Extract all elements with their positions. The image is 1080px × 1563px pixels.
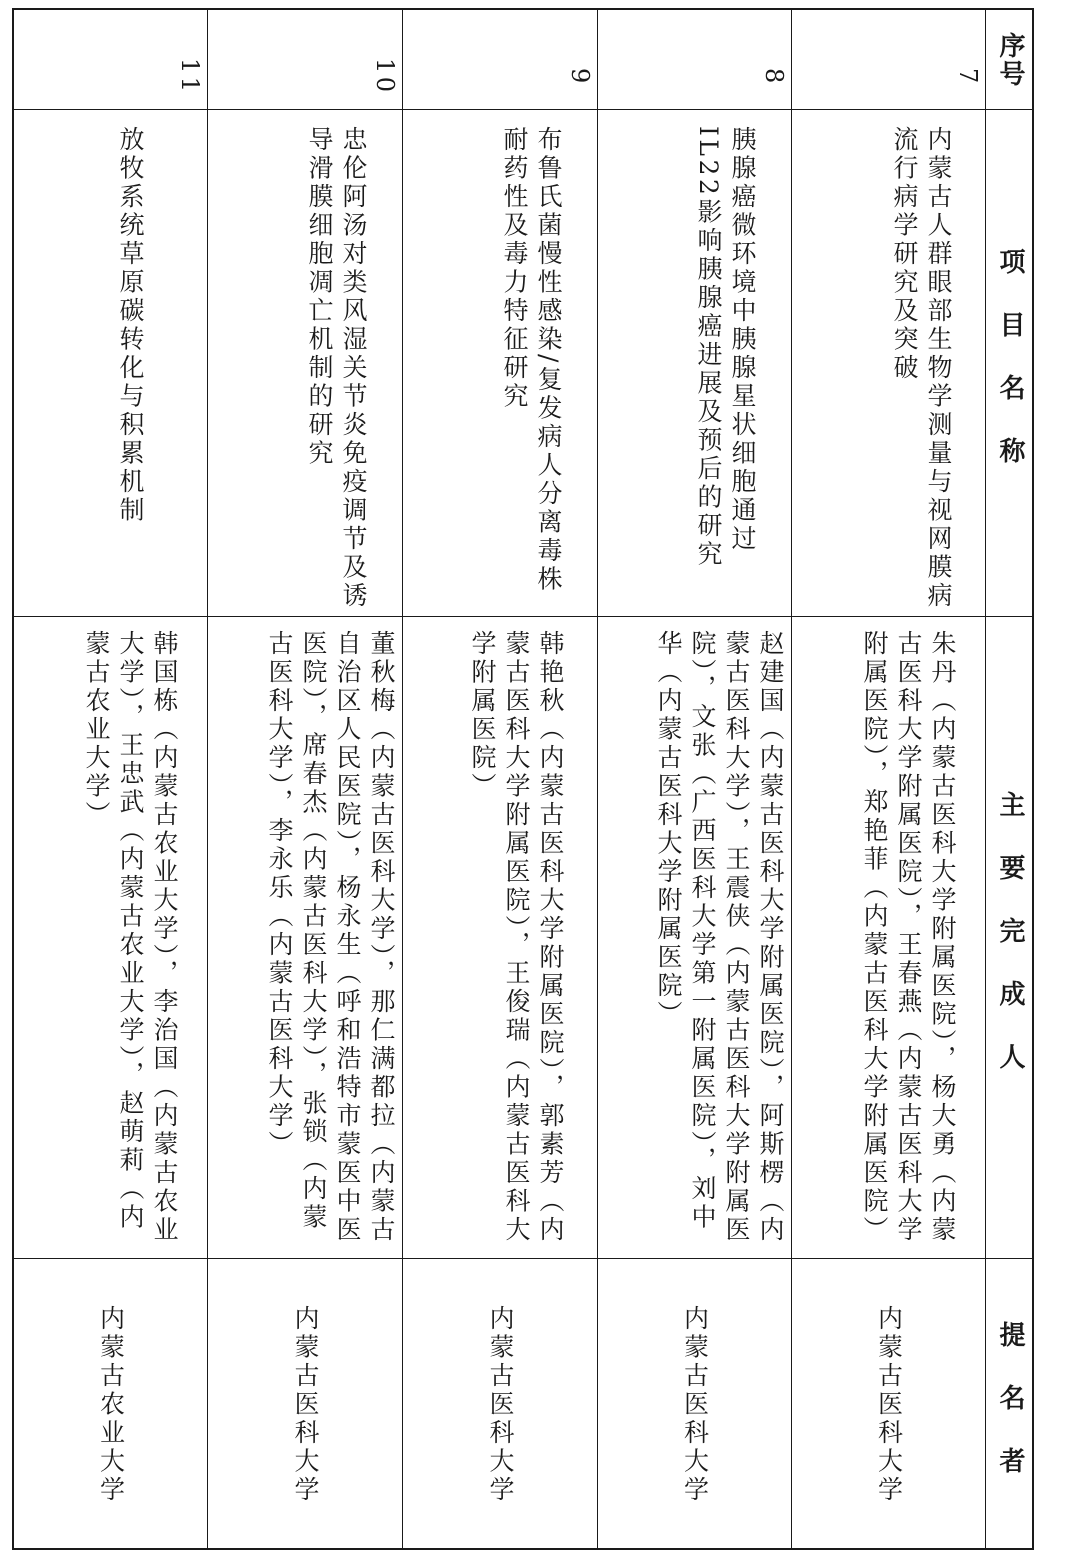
project-name: 布鲁氏菌慢性感染/复发病人分离毒株耐药性及毒力特征研究 bbox=[500, 126, 563, 594]
row-number: 7 bbox=[954, 67, 982, 87]
project-name: 胰腺癌微环境中胰腺星状细胞通过IL22影响胰腺癌进展及预后的研究 bbox=[694, 126, 757, 569]
main-contributors: 韩艳秋（内蒙古医科大学附属医院），郭素芳（内蒙古医科大学附属医院），王俊瑞（内蒙古医科大学附属医院） bbox=[468, 630, 565, 1245]
main-contributors: 董秋梅（内蒙古医科大学），那仁满都拉（内蒙古自治区人民医院），杨永生（呼和浩特市蒙医中医医院），席春杰（内蒙古医科大学），张锁（内蒙古医科大学），李永乐（内蒙古医科大学） bbox=[265, 630, 396, 1245]
row-number: 9 bbox=[566, 67, 594, 87]
nominator: 内蒙古农业大学 bbox=[96, 1304, 126, 1505]
main-contributors: 韩国栋（内蒙古农业大学），李治国（内蒙古农业大学），王忠武（内蒙古农业大学），赵萌莉（内蒙古农业大学） bbox=[82, 630, 179, 1245]
field-divider bbox=[14, 109, 1032, 110]
header-main-contributors: 主 要 完 成 人 bbox=[995, 791, 1025, 1084]
main-contributors: 朱丹（内蒙古医科大学附属医院），杨大勇（内蒙古医科大学附属医院），王春燕（内蒙古医科大学附属医院），郑艳菲（内蒙古医科大学附属医院） bbox=[860, 630, 957, 1245]
nominator: 内蒙古医科大学 bbox=[486, 1304, 515, 1505]
row-number: 11 bbox=[176, 58, 204, 96]
field-divider bbox=[14, 616, 1032, 617]
row-number: 8 bbox=[760, 67, 788, 87]
project-name: 放牧系统草原碳转化与积累机制 bbox=[116, 126, 145, 525]
main-contributors: 赵建国（内蒙古医科大学附属医院），阿斯楞（内蒙古医科大学），王震侠（内蒙古医科大学附属医院），文张（广西医科大学第一附属医院），刘中华（内蒙古医科大学附属医院） bbox=[654, 630, 785, 1245]
header-seq: 序号 bbox=[995, 31, 1025, 88]
header-project-name: 项 目 名 称 bbox=[995, 248, 1025, 478]
project-name: 内蒙古人群眼部生物学测量与视网膜病流行病学研究及突破 bbox=[890, 126, 953, 611]
nominator: 内蒙古医科大学 bbox=[291, 1304, 320, 1505]
project-name: 忠伦阿汤对类风湿关节炎免疫调节及诱导滑膜细胞凋亡机制的研究 bbox=[305, 126, 368, 611]
nominator: 内蒙古医科大学 bbox=[874, 1304, 904, 1505]
header-nominator: 提 名 者 bbox=[995, 1321, 1025, 1488]
award-list-table bbox=[12, 8, 1034, 1550]
nominator: 内蒙古医科大学 bbox=[680, 1304, 710, 1505]
row-number: 10 bbox=[371, 58, 399, 96]
